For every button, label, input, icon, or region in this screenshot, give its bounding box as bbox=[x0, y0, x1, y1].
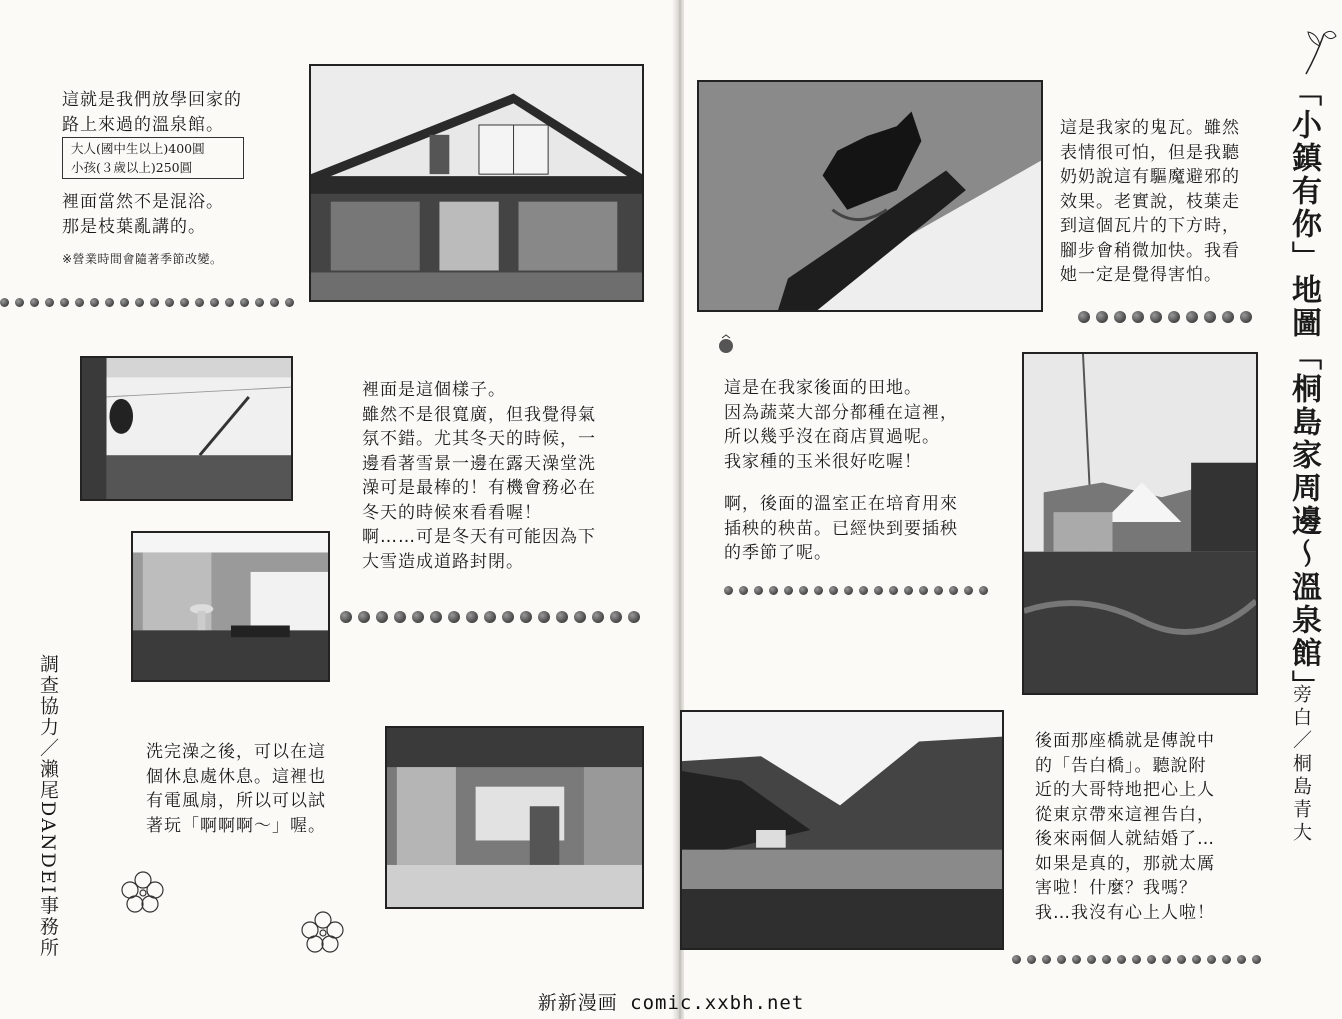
greenhouse-text: 啊，後面的溫室正在培育用來 插秧的秧苗。已經快到要插秧 的季節了呢。 bbox=[724, 494, 958, 563]
dot-divider-1 bbox=[0, 298, 294, 307]
decorative-dot bbox=[1072, 955, 1081, 964]
decorative-dot bbox=[1078, 311, 1090, 323]
bath-interior-photo bbox=[80, 356, 293, 501]
decorative-dot bbox=[466, 611, 478, 623]
decorative-dot bbox=[904, 586, 913, 595]
decorative-dot bbox=[448, 611, 460, 623]
decorative-dot bbox=[1186, 311, 1198, 323]
flower-decoration-2 bbox=[300, 910, 346, 956]
decorative-dot bbox=[1222, 311, 1234, 323]
decorative-dot bbox=[1102, 955, 1111, 964]
decorative-dot bbox=[556, 611, 568, 623]
decorative-dot bbox=[574, 611, 586, 623]
decorative-dot bbox=[538, 611, 550, 623]
decorative-dot bbox=[430, 611, 442, 623]
decorative-dot bbox=[829, 586, 838, 595]
field-photo bbox=[1022, 352, 1258, 695]
decorative-dot bbox=[60, 298, 69, 307]
narrator-credit: 旁白／桐島青大 bbox=[1290, 684, 1312, 845]
dot-divider-2 bbox=[340, 611, 640, 623]
map-title: 「小鎮有你」地圖「桐島家周邊～溫泉館」 bbox=[1286, 76, 1321, 703]
decorative-dot bbox=[799, 586, 808, 595]
decorative-dot bbox=[120, 298, 129, 307]
rest-area-photo bbox=[385, 726, 644, 909]
decorative-dot bbox=[75, 298, 84, 307]
decorative-dot bbox=[739, 586, 748, 595]
decorative-dot bbox=[1192, 955, 1201, 964]
decorative-dot bbox=[592, 611, 604, 623]
decorative-dot bbox=[1237, 955, 1246, 964]
decorative-dot bbox=[964, 586, 973, 595]
decorative-dot bbox=[1027, 955, 1036, 964]
decorative-dot bbox=[180, 298, 189, 307]
decorative-dot bbox=[225, 298, 234, 307]
decorative-dot bbox=[1147, 955, 1156, 964]
decorative-dot bbox=[844, 586, 853, 595]
decorative-dot bbox=[210, 298, 219, 307]
decorative-dot bbox=[30, 298, 39, 307]
decorative-dot bbox=[1204, 311, 1216, 323]
decorative-dot bbox=[502, 611, 514, 623]
decorative-dot bbox=[1168, 311, 1180, 323]
decorative-dot bbox=[814, 586, 823, 595]
decorative-dot bbox=[1087, 955, 1096, 964]
price-adult: 大人(國中生以上)400圓 bbox=[71, 141, 205, 156]
price-child: 小孩(３歲以上)250圓 bbox=[71, 160, 193, 175]
decorative-dot bbox=[0, 298, 9, 307]
decorative-dot bbox=[1117, 955, 1126, 964]
watermark-footer: 新新漫画 comic.xxbh.net bbox=[537, 992, 805, 1014]
decorative-dot bbox=[412, 611, 424, 623]
decorative-dot bbox=[135, 298, 144, 307]
decorative-dot bbox=[1057, 955, 1066, 964]
hours-note: ※營業時間會隨著季節改變。 bbox=[62, 252, 223, 266]
decorative-dot bbox=[255, 298, 264, 307]
decorative-dot bbox=[285, 298, 294, 307]
onigawara-text: 這是我家的鬼瓦。雖然 表情很可怕，但是我聽 奶奶說這有驅魔避邪的 效果。老實說，枝葉走 到這個瓦片的下方時， 腳步會稍微加快。我看 她一定是覺得害怕。 bbox=[1060, 118, 1240, 285]
decorative-dot bbox=[1150, 311, 1162, 323]
decorative-dot bbox=[240, 298, 249, 307]
decorative-dot bbox=[484, 611, 496, 623]
decorative-dot bbox=[1132, 311, 1144, 323]
outdoor-bath-photo bbox=[131, 531, 330, 682]
onsen-intro-text: 這就是我們放學回家的 路上來過的溫泉館。 bbox=[62, 90, 242, 135]
decorative-dot bbox=[1132, 955, 1141, 964]
dot-divider-4 bbox=[724, 586, 988, 595]
decorative-dot bbox=[859, 586, 868, 595]
decorative-dot bbox=[90, 298, 99, 307]
decorative-dot bbox=[358, 611, 370, 623]
berry-icon bbox=[716, 333, 736, 355]
decorative-dot bbox=[1222, 955, 1231, 964]
flower-decoration-1 bbox=[120, 870, 166, 916]
decorative-dot bbox=[769, 586, 778, 595]
price-box bbox=[62, 137, 244, 179]
decorative-dot bbox=[376, 611, 388, 623]
decorative-dot bbox=[1240, 311, 1252, 323]
decorative-dot bbox=[340, 611, 352, 623]
decorative-dot bbox=[1162, 955, 1171, 964]
decorative-dot bbox=[520, 611, 532, 623]
decorative-dot bbox=[165, 298, 174, 307]
decorative-dot bbox=[754, 586, 763, 595]
decorative-dot bbox=[979, 586, 988, 595]
decorative-dot bbox=[270, 298, 279, 307]
decorative-dot bbox=[1114, 311, 1126, 323]
onsen-building-photo bbox=[309, 64, 644, 302]
decorative-dot bbox=[1042, 955, 1051, 964]
decorative-dot bbox=[45, 298, 54, 307]
decorative-dot bbox=[874, 586, 883, 595]
mixed-bath-text: 裡面當然不是混浴。 那是枝葉亂講的。 bbox=[62, 192, 224, 237]
decorative-dot bbox=[724, 586, 733, 595]
sprout-icon bbox=[1296, 26, 1340, 76]
dot-divider-3 bbox=[1078, 311, 1252, 323]
decorative-dot bbox=[1177, 955, 1186, 964]
decorative-dot bbox=[394, 611, 406, 623]
bath-description: 裡面是這個樣子。 雖然不是很寬廣，但我覺得氣 氛不錯。尤其冬天的時候，一 邊看著雪景一邊在露天澡堂洗 澡可是最棒的！有機會務必在 冬天的時候來看看喔！ 啊……可是冬天有可能因為下 大雪造成道路封閉。 bbox=[362, 380, 596, 572]
decorative-dot bbox=[1012, 955, 1021, 964]
decorative-dot bbox=[1096, 311, 1108, 323]
decorative-dot bbox=[949, 586, 958, 595]
decorative-dot bbox=[15, 298, 24, 307]
bridge-valley-photo bbox=[680, 710, 1004, 950]
decorative-dot bbox=[628, 611, 640, 623]
dot-divider-5 bbox=[1012, 955, 1261, 964]
decorative-dot bbox=[610, 611, 622, 623]
decorative-dot bbox=[889, 586, 898, 595]
decorative-dot bbox=[784, 586, 793, 595]
rest-area-text: 洗完澡之後，可以在這 個休息處休息。這裡也 有電風扇，所以可以試 著玩「啊啊啊～」喔。 bbox=[146, 742, 326, 836]
decorative-dot bbox=[919, 586, 928, 595]
onigawara-photo bbox=[697, 80, 1043, 312]
decorative-dot bbox=[1252, 955, 1261, 964]
decorative-dot bbox=[150, 298, 159, 307]
decorative-dot bbox=[105, 298, 114, 307]
research-credit: 調查協力／瀨尾DANDEI事務所 bbox=[37, 654, 59, 959]
decorative-dot bbox=[1207, 955, 1216, 964]
decorative-dot bbox=[934, 586, 943, 595]
decorative-dot bbox=[195, 298, 204, 307]
bridge-text: 後面那座橋就是傳說中 的「告白橋」。聽說附 近的大哥特地把心上人 從東京帶來這裡告白， 後來兩個人就結婚了… 如果是真的，那就太厲 害啦！什麼？我嗎？ 我…我沒有心上人啦！ bbox=[1035, 731, 1215, 923]
field-text: 這是在我家後面的田地。 因為蔬菜大部分都種在這裡， 所以幾乎沒在商店買過呢。 我家種的玉米很好吃喔！ bbox=[724, 378, 958, 472]
